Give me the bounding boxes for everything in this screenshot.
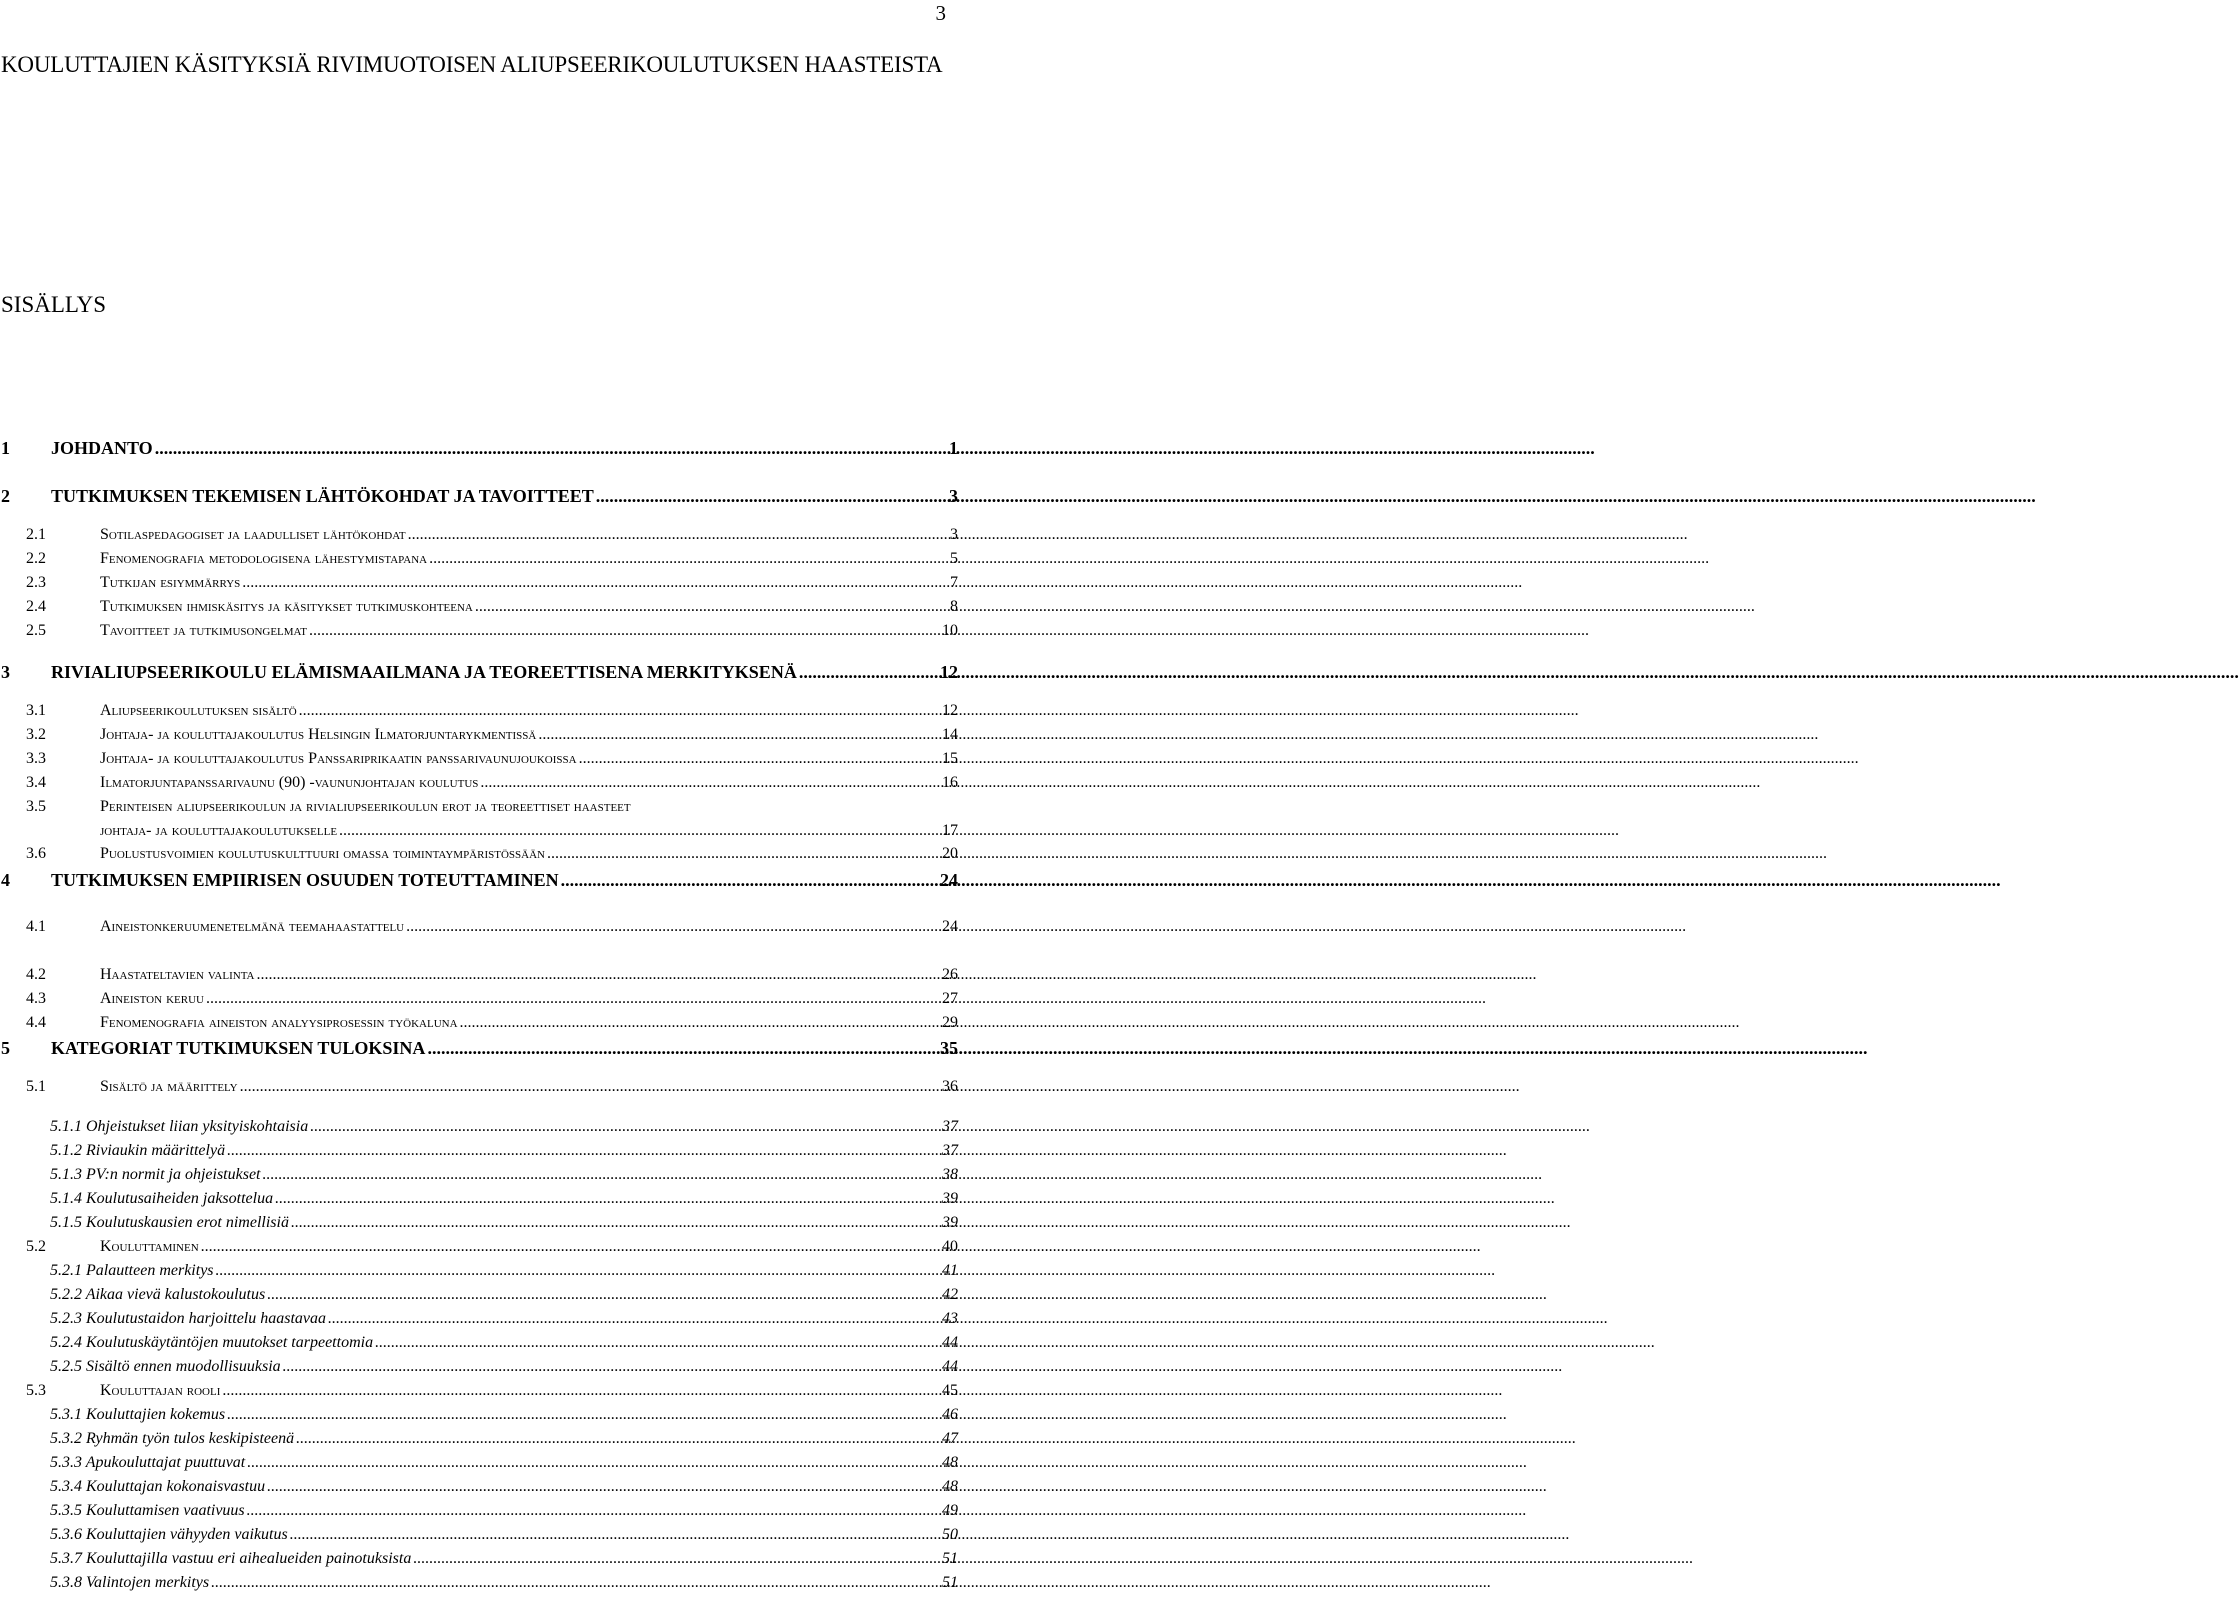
toc-entry-page: 12 xyxy=(940,662,958,682)
toc-entry-title: 5.2.5 Sisältö ennen muodollisuuksia xyxy=(50,1358,281,1375)
toc-entry-page: 27 xyxy=(942,990,958,1007)
toc-dot-leader xyxy=(460,1014,940,1032)
toc-entry-title: Sisältö ja määrittely xyxy=(100,1078,238,1095)
toc-entry[interactable] xyxy=(0,1262,960,1286)
toc-entry-page: 39 xyxy=(942,1214,958,1231)
toc-entry-row xyxy=(0,1454,958,1472)
toc-entry-title: 5.3.4 Kouluttajan kokonaisvastuu xyxy=(50,1478,266,1495)
toc-entry-page: 5 xyxy=(950,550,958,567)
toc-dot-leader xyxy=(296,1430,940,1448)
toc-dot-leader xyxy=(155,438,947,459)
toc-entry-title: Tutkijan esiymmärrys xyxy=(100,574,241,591)
toc-entry[interactable] xyxy=(0,845,960,869)
toc-entry-page: 3 xyxy=(949,486,958,506)
toc-entry-row xyxy=(0,662,958,683)
table-of-contents xyxy=(0,0,960,1616)
toc-dot-leader xyxy=(211,1574,940,1592)
toc-entry-number: 3.3 xyxy=(26,750,46,767)
toc-entry[interactable] xyxy=(0,918,960,942)
toc-entry-title: JOHDANTO xyxy=(51,438,153,458)
toc-dot-leader xyxy=(310,1118,940,1136)
toc-entry-page: 40 xyxy=(942,1238,958,1255)
toc-entry[interactable] xyxy=(0,1214,960,1238)
toc-entry-row xyxy=(0,1574,958,1592)
toc-entry-row xyxy=(0,1526,958,1544)
toc-entry-page: 44 xyxy=(942,1334,958,1351)
toc-entry-row xyxy=(0,1262,958,1280)
toc-entry-page: 38 xyxy=(942,1166,958,1183)
toc-entry[interactable] xyxy=(0,1286,960,1310)
toc-dot-leader xyxy=(267,1286,940,1304)
toc-dot-leader xyxy=(596,486,947,507)
toc-entry[interactable] xyxy=(0,1382,960,1406)
toc-entry-page: 24 xyxy=(942,918,958,935)
toc-entry-row xyxy=(0,1358,958,1376)
toc-entry[interactable] xyxy=(0,1406,960,1430)
toc-entry-row xyxy=(0,1238,958,1256)
toc-entry-page: 50 xyxy=(942,1526,958,1543)
toc-entry-page: 51 xyxy=(942,1550,958,1567)
toc-entry[interactable] xyxy=(0,750,960,774)
toc-entry-row xyxy=(0,750,958,768)
toc-entry-title: 5.2.1 Palautteen merkitys xyxy=(50,1262,214,1279)
toc-entry-title: Johtaja- ja kouluttajakoulutus Helsingin Ilmatorjuntarykmentissä xyxy=(100,726,537,743)
toc-entry-title: 5.1.1 Ohjeistukset liian yksityiskohtaisia xyxy=(50,1118,309,1135)
toc-entry-page: 44 xyxy=(942,1358,958,1375)
toc-entry-page: 7 xyxy=(950,574,958,591)
toc-entry-row xyxy=(0,1430,958,1448)
toc-entry-title: 5.2.2 Aikaa vievä kalustokoulutus xyxy=(50,1286,266,1303)
toc-entry[interactable] xyxy=(0,702,960,726)
toc-dot-leader xyxy=(290,1526,940,1544)
toc-entry-number: 3.6 xyxy=(26,845,46,862)
toc-entry-title: TUTKIMUKSEN TEKEMISEN LÄHTÖKOHDAT JA TAVOITTEET xyxy=(51,486,594,506)
toc-entry-row xyxy=(0,1286,958,1304)
toc-entry[interactable] xyxy=(0,1574,960,1598)
toc-entry-row xyxy=(0,1166,958,1184)
toc-entry-number: 5.1 xyxy=(26,1078,46,1095)
toc-entry[interactable] xyxy=(0,1478,960,1502)
toc-entry-number: 4 xyxy=(1,870,10,890)
toc-entry-row xyxy=(0,1038,958,1059)
toc-entry-row xyxy=(0,1014,958,1032)
toc-entry[interactable] xyxy=(0,1118,960,1142)
toc-dot-leader xyxy=(406,918,940,936)
toc-entry-title: 5.3.3 Apukouluttajat puuttuvat xyxy=(50,1454,246,1471)
toc-entry-number: 3.1 xyxy=(26,702,46,719)
toc-entry[interactable] xyxy=(0,1014,960,1038)
toc-entry-row xyxy=(0,870,958,891)
toc-entry-row xyxy=(0,702,958,720)
toc-entry-page: 47 xyxy=(942,1430,958,1447)
toc-entry-title: 5.2.4 Koulutuskäytäntöjen muutokset tarpeettomia xyxy=(50,1334,374,1351)
toc-entry-number: 5.2 xyxy=(26,1238,46,1255)
toc-dot-leader xyxy=(299,702,940,720)
toc-entry-title: 5.2.3 Koulutustaidon harjoittelu haastavaa xyxy=(50,1310,327,1327)
toc-entry-page: 51 xyxy=(942,1574,958,1591)
toc-entry-title: Aineiston keruu xyxy=(100,990,204,1007)
toc-entry-number: 3.4 xyxy=(26,774,46,791)
toc-entry-number: 1 xyxy=(1,438,10,458)
toc-entry-row xyxy=(0,1550,958,1568)
toc-entry-page: 36 xyxy=(942,1078,958,1095)
toc-entry-page: 14 xyxy=(942,726,958,743)
toc-dot-leader xyxy=(242,574,948,592)
toc-entry-row xyxy=(0,918,958,936)
toc-dot-leader xyxy=(240,1078,940,1096)
toc-entry-title: johtaja- ja kouluttajakoulutukselle xyxy=(100,822,338,839)
toc-entry-row xyxy=(0,598,958,616)
toc-dot-leader xyxy=(561,870,938,891)
toc-entry[interactable] xyxy=(0,1454,960,1478)
toc-entry-title: 5.3.8 Valintojen merkitys xyxy=(50,1574,210,1591)
toc-dot-leader xyxy=(267,1478,940,1496)
toc-entry-title: KATEGORIAT TUTKIMUKSEN TULOKSINA xyxy=(51,1038,426,1058)
toc-dot-leader xyxy=(475,598,948,616)
toc-entry-page: 12 xyxy=(942,702,958,719)
toc-entry-title: Puolustusvoimien koulutuskulttuuri omassa toimintaympäristössään xyxy=(100,845,545,862)
toc-entry[interactable] xyxy=(0,1166,960,1190)
toc-entry-page: 29 xyxy=(942,1014,958,1031)
toc-entry[interactable] xyxy=(0,1190,960,1214)
toc-entry-row xyxy=(0,550,958,568)
toc-heading: SISÄLLYS xyxy=(1,292,107,317)
toc-entry-title: 5.1.5 Koulutuskausien erot nimellisiä xyxy=(50,1214,289,1231)
toc-entry[interactable] xyxy=(0,662,960,686)
toc-entry-page: 15 xyxy=(942,750,958,767)
toc-entry[interactable] xyxy=(0,574,960,598)
toc-entry-page: 48 xyxy=(942,1454,958,1471)
toc-entry[interactable] xyxy=(0,598,960,622)
toc-entry[interactable] xyxy=(0,526,960,550)
toc-entry[interactable] xyxy=(0,1430,960,1454)
toc-entry-row xyxy=(0,574,958,592)
document-title: KOULUTTAJIEN KÄSITYKSIÄ RIVIMUOTOISEN ALIUPSEERIKOULUTUKSEN HAASTEISTA xyxy=(1,52,943,77)
toc-dot-leader xyxy=(339,822,940,840)
toc-entry-page: 16 xyxy=(942,774,958,791)
toc-entry-row xyxy=(0,438,958,459)
toc-entry-page: 24 xyxy=(940,870,958,890)
toc-entry-page: 3 xyxy=(950,526,958,543)
toc-entry-title: Kouluttaminen xyxy=(100,1238,199,1255)
toc-entry-title: Sotilaspedagogiset ja laadulliset lähtökohdat xyxy=(100,526,406,543)
toc-entry-row xyxy=(0,1310,958,1328)
toc-entry-row xyxy=(0,486,958,507)
toc-dot-leader xyxy=(247,1454,940,1472)
toc-entry-number: 2.2 xyxy=(26,550,46,567)
toc-entry-page: 41 xyxy=(942,1262,958,1279)
toc-entry-row xyxy=(0,1334,958,1352)
toc-entry-page: 10 xyxy=(942,622,958,639)
toc-dot-leader xyxy=(263,1166,941,1184)
toc-dot-leader xyxy=(579,750,940,768)
toc-entry-row xyxy=(0,1118,958,1136)
toc-entry[interactable] xyxy=(0,438,960,462)
toc-entry-title: 5.3.1 Kouluttajien kokemus xyxy=(50,1406,226,1423)
toc-entry[interactable] xyxy=(0,486,960,510)
toc-entry-title: TUTKIMUKSEN EMPIIRISEN OSUUDEN TOTEUTTAMINEN xyxy=(51,870,559,890)
toc-entry-row xyxy=(0,798,958,816)
toc-entry-title: Tavoitteet ja tutkimusongelmat xyxy=(100,622,307,639)
toc-entry-title: Perinteisen aliupseerikoulun ja rivialiupseerikoulun erot ja teoreettiset haasteet xyxy=(100,798,631,815)
toc-entry-row xyxy=(0,622,958,640)
toc-entry-title: Fenomenografia aineiston analyysiprosessin työkaluna xyxy=(100,1014,458,1031)
toc-entry[interactable] xyxy=(0,726,960,750)
toc-entry-page: 17 xyxy=(942,822,958,839)
toc-entry-number: 2.1 xyxy=(26,526,46,543)
toc-entry[interactable] xyxy=(0,1526,960,1550)
toc-dot-leader xyxy=(538,726,940,744)
toc-entry[interactable] xyxy=(0,1502,960,1526)
toc-entry-title: 5.1.3 PV:n normit ja ohjeistukset xyxy=(50,1166,261,1183)
toc-dot-leader xyxy=(799,662,938,683)
toc-entry-number: 3.5 xyxy=(26,798,46,815)
toc-dot-leader xyxy=(227,1142,940,1160)
toc-entry-title: Fenomenografia metodologisena lähestymistapana xyxy=(100,550,428,567)
toc-dot-leader xyxy=(227,1406,940,1424)
toc-entry-title: 5.1.4 Koulutusaiheiden jaksottelua xyxy=(50,1190,274,1207)
toc-entry-page: 37 xyxy=(942,1142,958,1159)
toc-entry-row xyxy=(0,1382,958,1400)
toc-entry-page: 46 xyxy=(942,1406,958,1423)
toc-dot-leader xyxy=(375,1334,940,1352)
toc-entry-page: 20 xyxy=(942,845,958,862)
toc-dot-leader xyxy=(427,1038,938,1059)
toc-dot-leader xyxy=(408,526,948,544)
toc-entry[interactable] xyxy=(0,1358,960,1382)
toc-entry[interactable] xyxy=(0,1550,960,1574)
toc-entry-number: 2.5 xyxy=(26,622,46,639)
toc-entry-title: 5.3.2 Ryhmän työn tulos keskipisteenä xyxy=(50,1430,295,1447)
toc-entry-number: 2.4 xyxy=(26,598,46,615)
toc-entry-number: 4.4 xyxy=(26,1014,46,1031)
toc-entry-title: Aineistonkeruumenetelmänä teemahaastattelu xyxy=(100,918,405,935)
toc-entry-row xyxy=(0,1078,958,1096)
toc-entry-page: 37 xyxy=(942,1118,958,1135)
page-number: 3 xyxy=(935,1,946,25)
toc-entry-title: Haastateltavien valinta xyxy=(100,966,255,983)
toc-entry-title: Tutkimuksen ihmiskäsitys ja käsitykset tutkimuskohteena xyxy=(100,598,473,615)
toc-entry-row xyxy=(0,966,958,984)
toc-entry-row xyxy=(0,990,958,1008)
toc-entry-page: 49 xyxy=(942,1502,958,1519)
toc-entry[interactable] xyxy=(0,990,960,1014)
toc-entry-page: 35 xyxy=(940,1038,958,1058)
toc-entry-page: 45 xyxy=(942,1382,958,1399)
toc-dot-leader xyxy=(429,550,948,568)
toc-entry-number: 3.2 xyxy=(26,726,46,743)
toc-entry-title: RIVIALIUPSEERIKOULU ELÄMISMAAILMANA JA TEOREETTISENA MERKITYKSENÄ xyxy=(51,662,797,682)
toc-dot-leader xyxy=(201,1238,940,1256)
toc-entry-title: Aliupseerikoulutuksen sisältö xyxy=(100,702,297,719)
toc-dot-leader xyxy=(256,966,940,984)
toc-entry-row xyxy=(0,1406,958,1424)
toc-entry-page: 1 xyxy=(949,438,958,458)
toc-entry-page: 8 xyxy=(950,598,958,615)
toc-entry[interactable] xyxy=(0,1238,960,1262)
toc-entry-number: 5.3 xyxy=(26,1382,46,1399)
toc-entry[interactable] xyxy=(0,1310,960,1334)
toc-entry-page: 39 xyxy=(942,1190,958,1207)
toc-entry-title: 5.3.6 Kouluttajien vähyyden vaikutus xyxy=(50,1526,288,1543)
toc-entry[interactable] xyxy=(0,622,960,646)
toc-entry-row xyxy=(0,845,958,863)
toc-entry-number: 3 xyxy=(1,662,10,682)
toc-entry[interactable] xyxy=(0,870,960,894)
toc-entry-number: 4.1 xyxy=(26,918,46,935)
toc-entry-row xyxy=(0,726,958,744)
toc-entry-row xyxy=(0,774,958,792)
toc-entry-row xyxy=(0,822,958,840)
toc-entry-row xyxy=(0,1502,958,1520)
toc-entry-row xyxy=(0,1214,958,1232)
toc-entry[interactable] xyxy=(0,798,960,846)
toc-dot-leader xyxy=(275,1190,940,1208)
toc-entry[interactable] xyxy=(0,1038,960,1062)
toc-dot-leader xyxy=(291,1214,940,1232)
toc-dot-leader xyxy=(328,1310,940,1328)
toc-entry[interactable] xyxy=(0,1142,960,1166)
toc-entry-row xyxy=(0,1478,958,1496)
toc-entry[interactable] xyxy=(0,966,960,990)
toc-entry-row xyxy=(0,1190,958,1208)
toc-entry-page: 48 xyxy=(942,1478,958,1495)
toc-entry-row xyxy=(0,1142,958,1160)
toc-entry[interactable] xyxy=(0,774,960,798)
toc-entry-page: 26 xyxy=(942,966,958,983)
toc-entry-row xyxy=(0,526,958,544)
toc-entry-title: 5.1.2 Riviaukin määrittelyä xyxy=(50,1142,226,1159)
toc-entry-title: Kouluttajan rooli xyxy=(100,1382,221,1399)
toc-entry-title: 5.3.5 Kouluttamisen vaativuus xyxy=(50,1502,245,1519)
toc-dot-leader xyxy=(247,1502,940,1520)
toc-dot-leader xyxy=(547,845,940,863)
toc-entry-number: 5 xyxy=(1,1038,10,1058)
toc-entry-number: 2 xyxy=(1,486,10,506)
toc-entry-number: 4.3 xyxy=(26,990,46,1007)
toc-dot-leader xyxy=(216,1262,940,1280)
toc-entry[interactable] xyxy=(0,1078,960,1102)
toc-entry[interactable] xyxy=(0,1334,960,1358)
toc-entry[interactable] xyxy=(0,550,960,574)
toc-dot-leader xyxy=(413,1550,940,1568)
toc-entry-number: 2.3 xyxy=(26,574,46,591)
toc-entry-title: Ilmatorjuntapanssarivaunu (90) -vaununjohtajan koulutus xyxy=(100,774,479,791)
toc-dot-leader xyxy=(283,1358,940,1376)
toc-entry-title: 5.3.7 Kouluttajilla vastuu eri aihealueiden painotuksista xyxy=(50,1550,412,1567)
toc-entry-page: 42 xyxy=(942,1286,958,1303)
toc-dot-leader xyxy=(206,990,940,1008)
toc-entry-page: 43 xyxy=(942,1310,958,1327)
toc-dot-leader xyxy=(480,774,940,792)
toc-entry-number: 4.2 xyxy=(26,966,46,983)
toc-entry-title: Johtaja- ja kouluttajakoulutus Panssariprikaatin panssarivaunujoukoissa xyxy=(100,750,577,767)
toc-dot-leader xyxy=(309,622,940,640)
toc-dot-leader xyxy=(222,1382,940,1400)
